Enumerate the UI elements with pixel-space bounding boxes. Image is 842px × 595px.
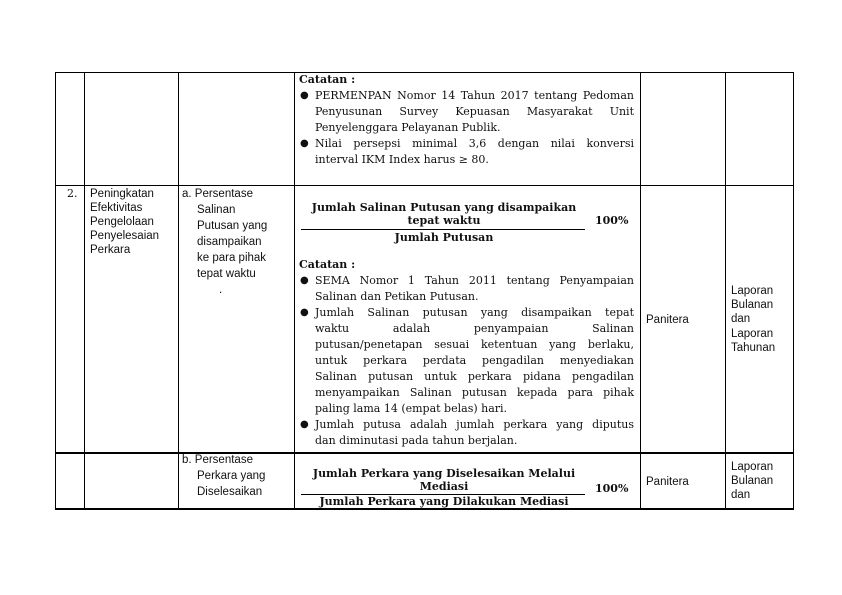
row2-note2-line4: untuk perkara perdata pengadilan menyediakan xyxy=(315,354,634,367)
row2-penanggung-jawab: Panitera xyxy=(646,314,689,326)
row2-percent: 100% xyxy=(595,214,629,227)
row2-note3-line2: dan diminutasi pada tahun berjalan. xyxy=(315,434,518,447)
bullet-icon: ● xyxy=(300,90,309,101)
row3-laporan-line3: dan xyxy=(731,489,751,501)
row3-laporan-line1: Laporan xyxy=(731,461,774,473)
row2-sasaran-line5: Perkara xyxy=(90,244,131,256)
row-divider-1 xyxy=(55,185,794,186)
col-divider-formula xyxy=(640,72,641,510)
col-divider-sasaran xyxy=(178,72,179,510)
row3-formula-numerator-line2: Mediasi xyxy=(419,480,469,493)
row3-formula-denominator: Jumlah Perkara yang Dilakukan Mediasi xyxy=(319,495,569,508)
row1-note2-line2: interval IKM Index harus ≥ 80. xyxy=(315,153,489,166)
row2-sasaran-line3: Pengelolaan xyxy=(90,216,154,228)
row2-note3-line1: Jumlah putusa adalah jumlah perkara yang diputus xyxy=(315,418,634,431)
row-divider-2 xyxy=(55,452,794,454)
col-divider-pj xyxy=(725,72,726,510)
row2-laporan-line5: Tahunan xyxy=(731,342,776,354)
col-divider-no xyxy=(84,72,85,510)
table-border-top xyxy=(55,72,794,73)
row3-laporan-line2: Bulanan xyxy=(731,475,774,487)
bullet-icon: ● xyxy=(300,307,309,318)
row2-indikator-line5: ke para pihak xyxy=(197,252,267,264)
bullet-icon: ● xyxy=(300,419,309,430)
row3-indikator-line3: Diselesaikan xyxy=(197,486,263,498)
row2-note2-line7: paling lama 14 (empat belas) hari. xyxy=(315,402,508,415)
row2-note2-line6: menyampaikan Salinan putusan kepada para pihak xyxy=(315,386,634,399)
indicator-table xyxy=(55,72,794,510)
bullet-icon: ● xyxy=(300,275,309,286)
row2-indikator-line4: disampaikan xyxy=(197,236,262,248)
col-border-left xyxy=(55,72,56,510)
row2-note1-line2: Salinan dan Petikan Putusan. xyxy=(315,290,479,303)
row2-sasaran-line4: Penyelesaian xyxy=(90,230,160,242)
row2-formula-numerator-line2: tepat waktu xyxy=(407,214,481,227)
row2-note2-line3: putusan/penetapan sesuai ketentuan yang berlaku, xyxy=(315,338,634,351)
row2-formula-denominator: Jumlah Putusan xyxy=(394,231,494,244)
row2-note2-line5: Salinan putusan untuk perkara pidana pengadilan xyxy=(315,370,634,383)
row2-sasaran-line1: Peningkatan xyxy=(90,188,154,200)
row1-note2-line1: Nilai persepsi minimal 3,6 dengan nilai konversi xyxy=(315,137,634,150)
row2-formula-numerator-line1: Jumlah Salinan Putusan yang disampaikan xyxy=(311,201,577,214)
row2-indikator-line6: tepat waktu xyxy=(197,268,256,280)
row2-laporan-line3: dan xyxy=(731,313,751,325)
row2-indikator-line1: a. Persentase xyxy=(182,188,253,200)
row3-penanggung-jawab: Panitera xyxy=(646,476,689,488)
row2-indikator-line3: Putusan yang xyxy=(197,220,268,232)
row3-indikator-line2: Perkara yang xyxy=(197,470,266,482)
row2-laporan-line4: Laporan xyxy=(731,328,774,340)
row3-percent: 100% xyxy=(595,482,629,495)
row2-sasaran-line2: Efektivitas xyxy=(90,202,143,214)
row1-note1-line1: PERMENPAN Nomor 14 Tahun 2017 tentang Pedoman xyxy=(315,89,634,102)
col-divider-indikator xyxy=(294,72,295,510)
bullet-icon: ● xyxy=(300,138,309,149)
row3-indikator-line1: b. Persentase xyxy=(182,454,253,466)
row2-note1-line1: SEMA Nomor 1 Tahun 2011 tentang Penyampaian xyxy=(315,274,634,287)
row1-catatan-label: Catatan : xyxy=(299,73,356,86)
row2-indikator-line2: Salinan xyxy=(197,204,236,216)
row1-note1-line3: Penyelenggara Pelayanan Publik. xyxy=(315,121,501,134)
row2-note2-line1: Jumlah Salinan putusan yang disampaikan tepat xyxy=(315,306,634,319)
row2-number: 2. xyxy=(67,187,78,200)
row2-laporan-line1: Laporan xyxy=(731,285,774,297)
row2-indikator-line7: . xyxy=(219,284,223,296)
row3-formula-numerator-line1: Jumlah Perkara yang Diselesaikan Melalui xyxy=(312,467,576,480)
row1-note1-line2: Penyusunan Survey Kepuasan Masyarakat Unit xyxy=(315,105,634,118)
row2-catatan-label: Catatan : xyxy=(299,258,356,271)
row2-laporan-line2: Bulanan xyxy=(731,299,774,311)
col-border-right xyxy=(793,72,794,510)
row2-note2-line2: waktu adalah penyampaian Salinan xyxy=(315,322,634,335)
